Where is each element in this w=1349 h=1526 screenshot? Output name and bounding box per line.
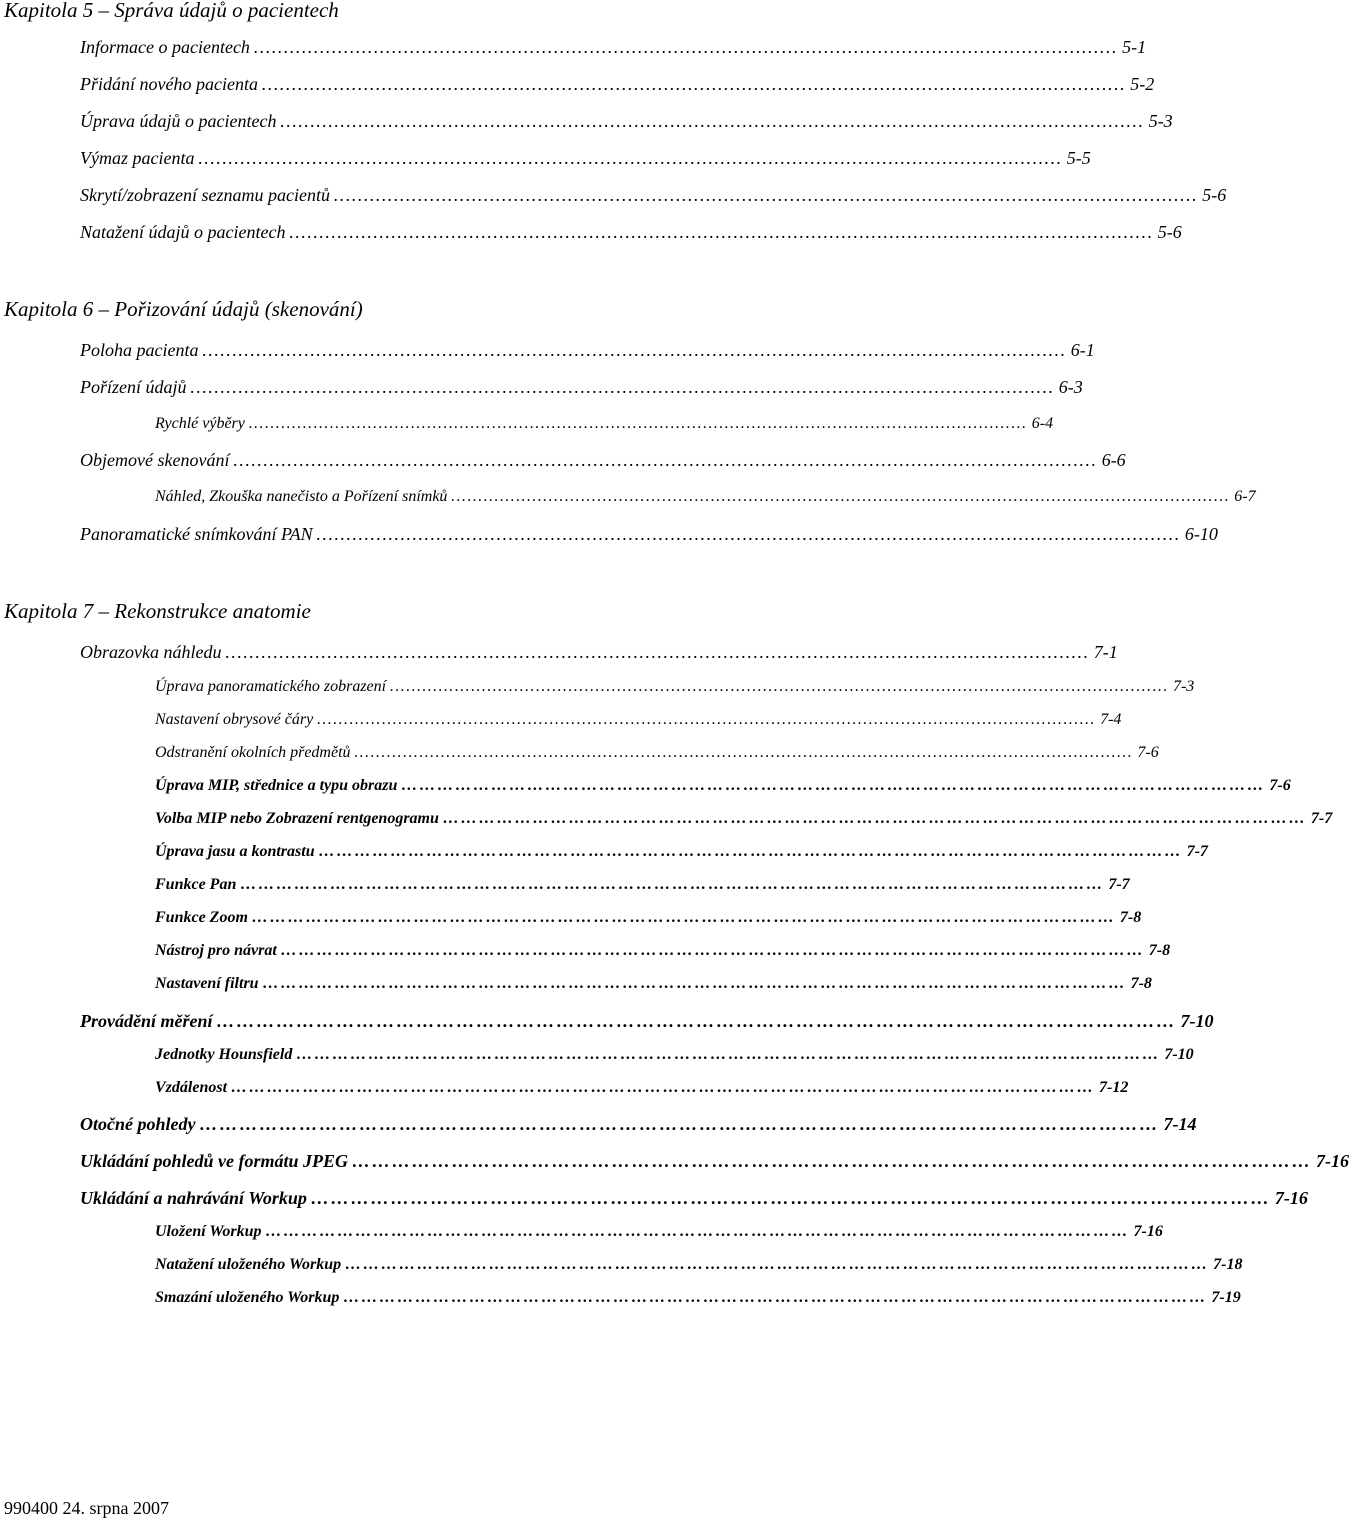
leader-dots: ……………………………………………………………………………………………………………………………… (190, 377, 1055, 397)
toc-entry-page: 7-16 (1274, 1188, 1308, 1208)
toc-subentry[interactable] (155, 909, 1142, 927)
toc-entry[interactable] (80, 1011, 1214, 1032)
toc-entry-page: 6-6 (1101, 450, 1126, 470)
toc-entry-label: Úprava panoramatického zobrazení (155, 678, 387, 695)
leader-dots: ……………………………………………………………………………………………………………………………… (261, 74, 1127, 94)
toc-subentry[interactable] (155, 678, 1195, 696)
toc-entry-label: Uložení Workup (155, 1223, 262, 1240)
leader-dots: ……………………………………………………………………………………………………………………………… (451, 488, 1231, 505)
toc-entry-label: Nastavení filtru (155, 975, 259, 992)
toc-entry-label: Objemové skenování (80, 450, 230, 470)
toc-subentry[interactable] (155, 777, 1291, 795)
toc-subentry[interactable] (155, 415, 1054, 433)
toc-entry-page: 6-7 (1234, 488, 1256, 505)
toc-entry-page: 6-4 (1031, 415, 1054, 432)
leader-dots: ……………………………………………………………………………………………………………………………… (199, 1114, 1160, 1134)
toc-entry[interactable] (80, 1151, 1349, 1172)
toc-entry-label: Rychlé výběry (155, 415, 245, 432)
toc-entry-page: 7-6 (1269, 777, 1291, 794)
toc-entry-label: Ukládání pohledů ve formátu JPEG (80, 1151, 349, 1171)
toc-entry-page: 7-3 (1172, 678, 1195, 695)
toc-entry-label: Poloha pacienta (80, 340, 199, 360)
toc-entry-label: Otočné pohledy (80, 1114, 196, 1134)
toc-subentry[interactable] (155, 876, 1130, 894)
toc-entry[interactable] (80, 340, 1095, 361)
toc-entry-label: Funkce Zoom (155, 909, 248, 926)
toc-subentry[interactable] (155, 1256, 1243, 1274)
leader-dots: ……………………………………………………………………………………………………………………………… (442, 810, 1307, 827)
leader-dots: ……………………………………………………………………………………………………………………………… (253, 37, 1119, 57)
toc-entry-page: 5-3 (1148, 111, 1173, 131)
chapter-6-title: Kapitola 6 – Pořizování údajů (skenování) (4, 297, 363, 321)
toc-entry-page: 7-12 (1099, 1079, 1129, 1096)
toc-entry[interactable] (80, 1188, 1308, 1209)
toc-entry-label: Natažení údajů o pacientech (80, 222, 286, 242)
leader-dots: ……………………………………………………………………………………………………………………………… (343, 1289, 1208, 1306)
toc-entry-label: Přidání nového pacienta (80, 74, 258, 94)
toc-entry[interactable] (80, 111, 1173, 132)
toc-entry-page: 7-6 (1137, 744, 1159, 761)
toc-subentry[interactable] (155, 975, 1152, 993)
leader-dots: ……………………………………………………………………………………………………………………………… (318, 843, 1183, 860)
toc-entry-page: 7-7 (1108, 876, 1130, 893)
toc-entry-label: Natažení uloženého Workup (155, 1256, 342, 1273)
toc-entry-page: 7-7 (1310, 810, 1333, 827)
leader-dots: ……………………………………………………………………………………………………………………………… (231, 1079, 1096, 1096)
toc-entry-label: Výmaz pacienta (80, 148, 195, 168)
toc-subentry[interactable] (155, 1289, 1241, 1307)
leader-dots: ……………………………………………………………………………………………………………………………… (317, 711, 1097, 728)
toc-entry-page: 7-4 (1100, 711, 1122, 728)
page-footer: 990400 24. srpna 2007 (4, 1498, 169, 1518)
toc-entry-page: 7-7 (1186, 843, 1208, 860)
leader-dots: ……………………………………………………………………………………………………………………………… (225, 642, 1090, 662)
toc-entry-label: Vzdálenost (155, 1079, 228, 1096)
toc-entry-page: 5-5 (1066, 148, 1091, 168)
toc-entry-page: 7-19 (1211, 1289, 1241, 1306)
leader-dots: ……………………………………………………………………………………………………………………………… (248, 415, 1028, 432)
toc-entry-label: Úprava MIP, střednice a typu obrazu (155, 777, 398, 794)
toc-entry-label: Obrazovka náhledu (80, 642, 222, 662)
toc-entry-page: 7-8 (1119, 909, 1142, 926)
toc-entry-label: Volba MIP nebo Zobrazení rentgenogramu (155, 810, 439, 827)
toc-entry-page: 7-16 (1133, 1223, 1163, 1240)
leader-dots: ……………………………………………………………………………………………………………………………… (216, 1011, 1177, 1031)
leader-dots: ……………………………………………………………………………………………………………………………… (280, 942, 1145, 959)
toc-subentry[interactable] (155, 843, 1208, 861)
toc-entry-label: Informace o pacientech (80, 37, 250, 57)
toc-entry[interactable] (80, 37, 1147, 58)
toc-entry-label: Úprava jasu a kontrastu (155, 843, 315, 860)
toc-entry-page: 7-10 (1180, 1011, 1214, 1031)
leader-dots: ……………………………………………………………………………………………………………………………… (233, 450, 1098, 470)
toc-entry-label: Provádění měření (80, 1011, 213, 1031)
toc-entry[interactable] (80, 450, 1126, 471)
leader-dots: ……………………………………………………………………………………………………………………………… (352, 1151, 1313, 1171)
leader-dots: ……………………………………………………………………………………………………………………………… (401, 777, 1266, 794)
leader-dots: ……………………………………………………………………………………………………………………………… (198, 148, 1063, 168)
toc-subentry[interactable] (155, 711, 1122, 729)
toc-entry-label: Pořízení údajů (80, 377, 187, 397)
toc-entry-page: 5-6 (1202, 185, 1227, 205)
toc-entry-label: Odstranění okolních předmětů (155, 744, 351, 761)
toc-subentry[interactable] (155, 1046, 1194, 1064)
toc-entry-page: 7-14 (1163, 1114, 1197, 1134)
leader-dots: ……………………………………………………………………………………………………………………………… (310, 1188, 1271, 1208)
toc-entry[interactable] (80, 524, 1218, 545)
toc-entry-label: Ukládání a nahrávání Workup (80, 1188, 307, 1208)
toc-entry-page: 5-2 (1130, 74, 1155, 94)
toc-subentry[interactable] (155, 942, 1171, 960)
toc-entry-page: 6-10 (1184, 524, 1218, 544)
chapter-7-title: Kapitola 7 – Rekonstrukce anatomie (4, 599, 311, 623)
leader-dots: ……………………………………………………………………………………………………………………………… (333, 185, 1199, 205)
toc-entry-label: Panoramatické snímkování PAN (80, 524, 313, 544)
toc-entry-page: 7-8 (1148, 942, 1171, 959)
leader-dots: ……………………………………………………………………………………………………………………………… (280, 111, 1145, 131)
toc-entry[interactable] (80, 1114, 1197, 1135)
leader-dots: ……………………………………………………………………………………………………………………………… (265, 1223, 1130, 1240)
toc-entry-page: 5-1 (1122, 37, 1147, 57)
leader-dots: ……………………………………………………………………………………………………………………………… (316, 524, 1181, 544)
toc-entry-label: Skrytí/zobrazení seznamu pacientů (80, 185, 330, 205)
toc-entry[interactable] (80, 377, 1083, 398)
toc-entry-page: 7-1 (1093, 642, 1118, 662)
toc-entry-label: Nastavení obrysové čáry (155, 711, 314, 728)
toc-entry-label: Funkce Pan (155, 876, 237, 893)
toc-subentry[interactable] (155, 1079, 1129, 1097)
toc-entry-page: 7-10 (1164, 1046, 1194, 1063)
leader-dots: ……………………………………………………………………………………………………………………………… (202, 340, 1067, 360)
toc-entry-page: 7-16 (1316, 1151, 1349, 1171)
toc-entry[interactable] (80, 185, 1227, 206)
toc-entry-page: 7-8 (1130, 975, 1152, 992)
toc-subentry[interactable] (155, 744, 1159, 762)
toc-subentry[interactable] (155, 810, 1333, 828)
leader-dots: ……………………………………………………………………………………………………………………………… (262, 975, 1127, 992)
toc-entry-page: 7-18 (1213, 1256, 1243, 1273)
leader-dots: ……………………………………………………………………………………………………………………………… (390, 678, 1169, 695)
toc-entry[interactable] (80, 74, 1155, 95)
chapter-5-title: Kapitola 5 – Správa údajů o pacientech (4, 0, 339, 22)
leader-dots: ……………………………………………………………………………………………………………………………… (345, 1256, 1210, 1273)
leader-dots: ……………………………………………………………………………………………………………………………… (240, 876, 1105, 893)
leader-dots: ……………………………………………………………………………………………………………………………… (289, 222, 1154, 242)
toc-entry[interactable] (80, 222, 1182, 243)
toc-entry-label: Nástroj pro návrat (155, 942, 277, 959)
leader-dots: ……………………………………………………………………………………………………………………………… (354, 744, 1134, 761)
toc-subentry[interactable] (155, 488, 1256, 506)
toc-entry[interactable] (80, 642, 1118, 663)
toc-entry-page: 6-1 (1070, 340, 1095, 360)
toc-entry-label: Náhled, Zkouška nanečisto a Pořízení snímků (155, 488, 448, 505)
toc-subentry[interactable] (155, 1223, 1163, 1241)
toc-entry-label: Jednotky Hounsfield (155, 1046, 293, 1063)
leader-dots: ……………………………………………………………………………………………………………………………… (296, 1046, 1161, 1063)
toc-entry-label: Smazání uloženého Workup (155, 1289, 340, 1306)
toc-entry-page: 5-6 (1157, 222, 1182, 242)
leader-dots: ……………………………………………………………………………………………………………………………… (251, 909, 1116, 926)
toc-entry[interactable] (80, 148, 1091, 169)
toc-entry-page: 6-3 (1058, 377, 1083, 397)
toc-entry-label: Úprava údajů o pacientech (80, 111, 277, 131)
